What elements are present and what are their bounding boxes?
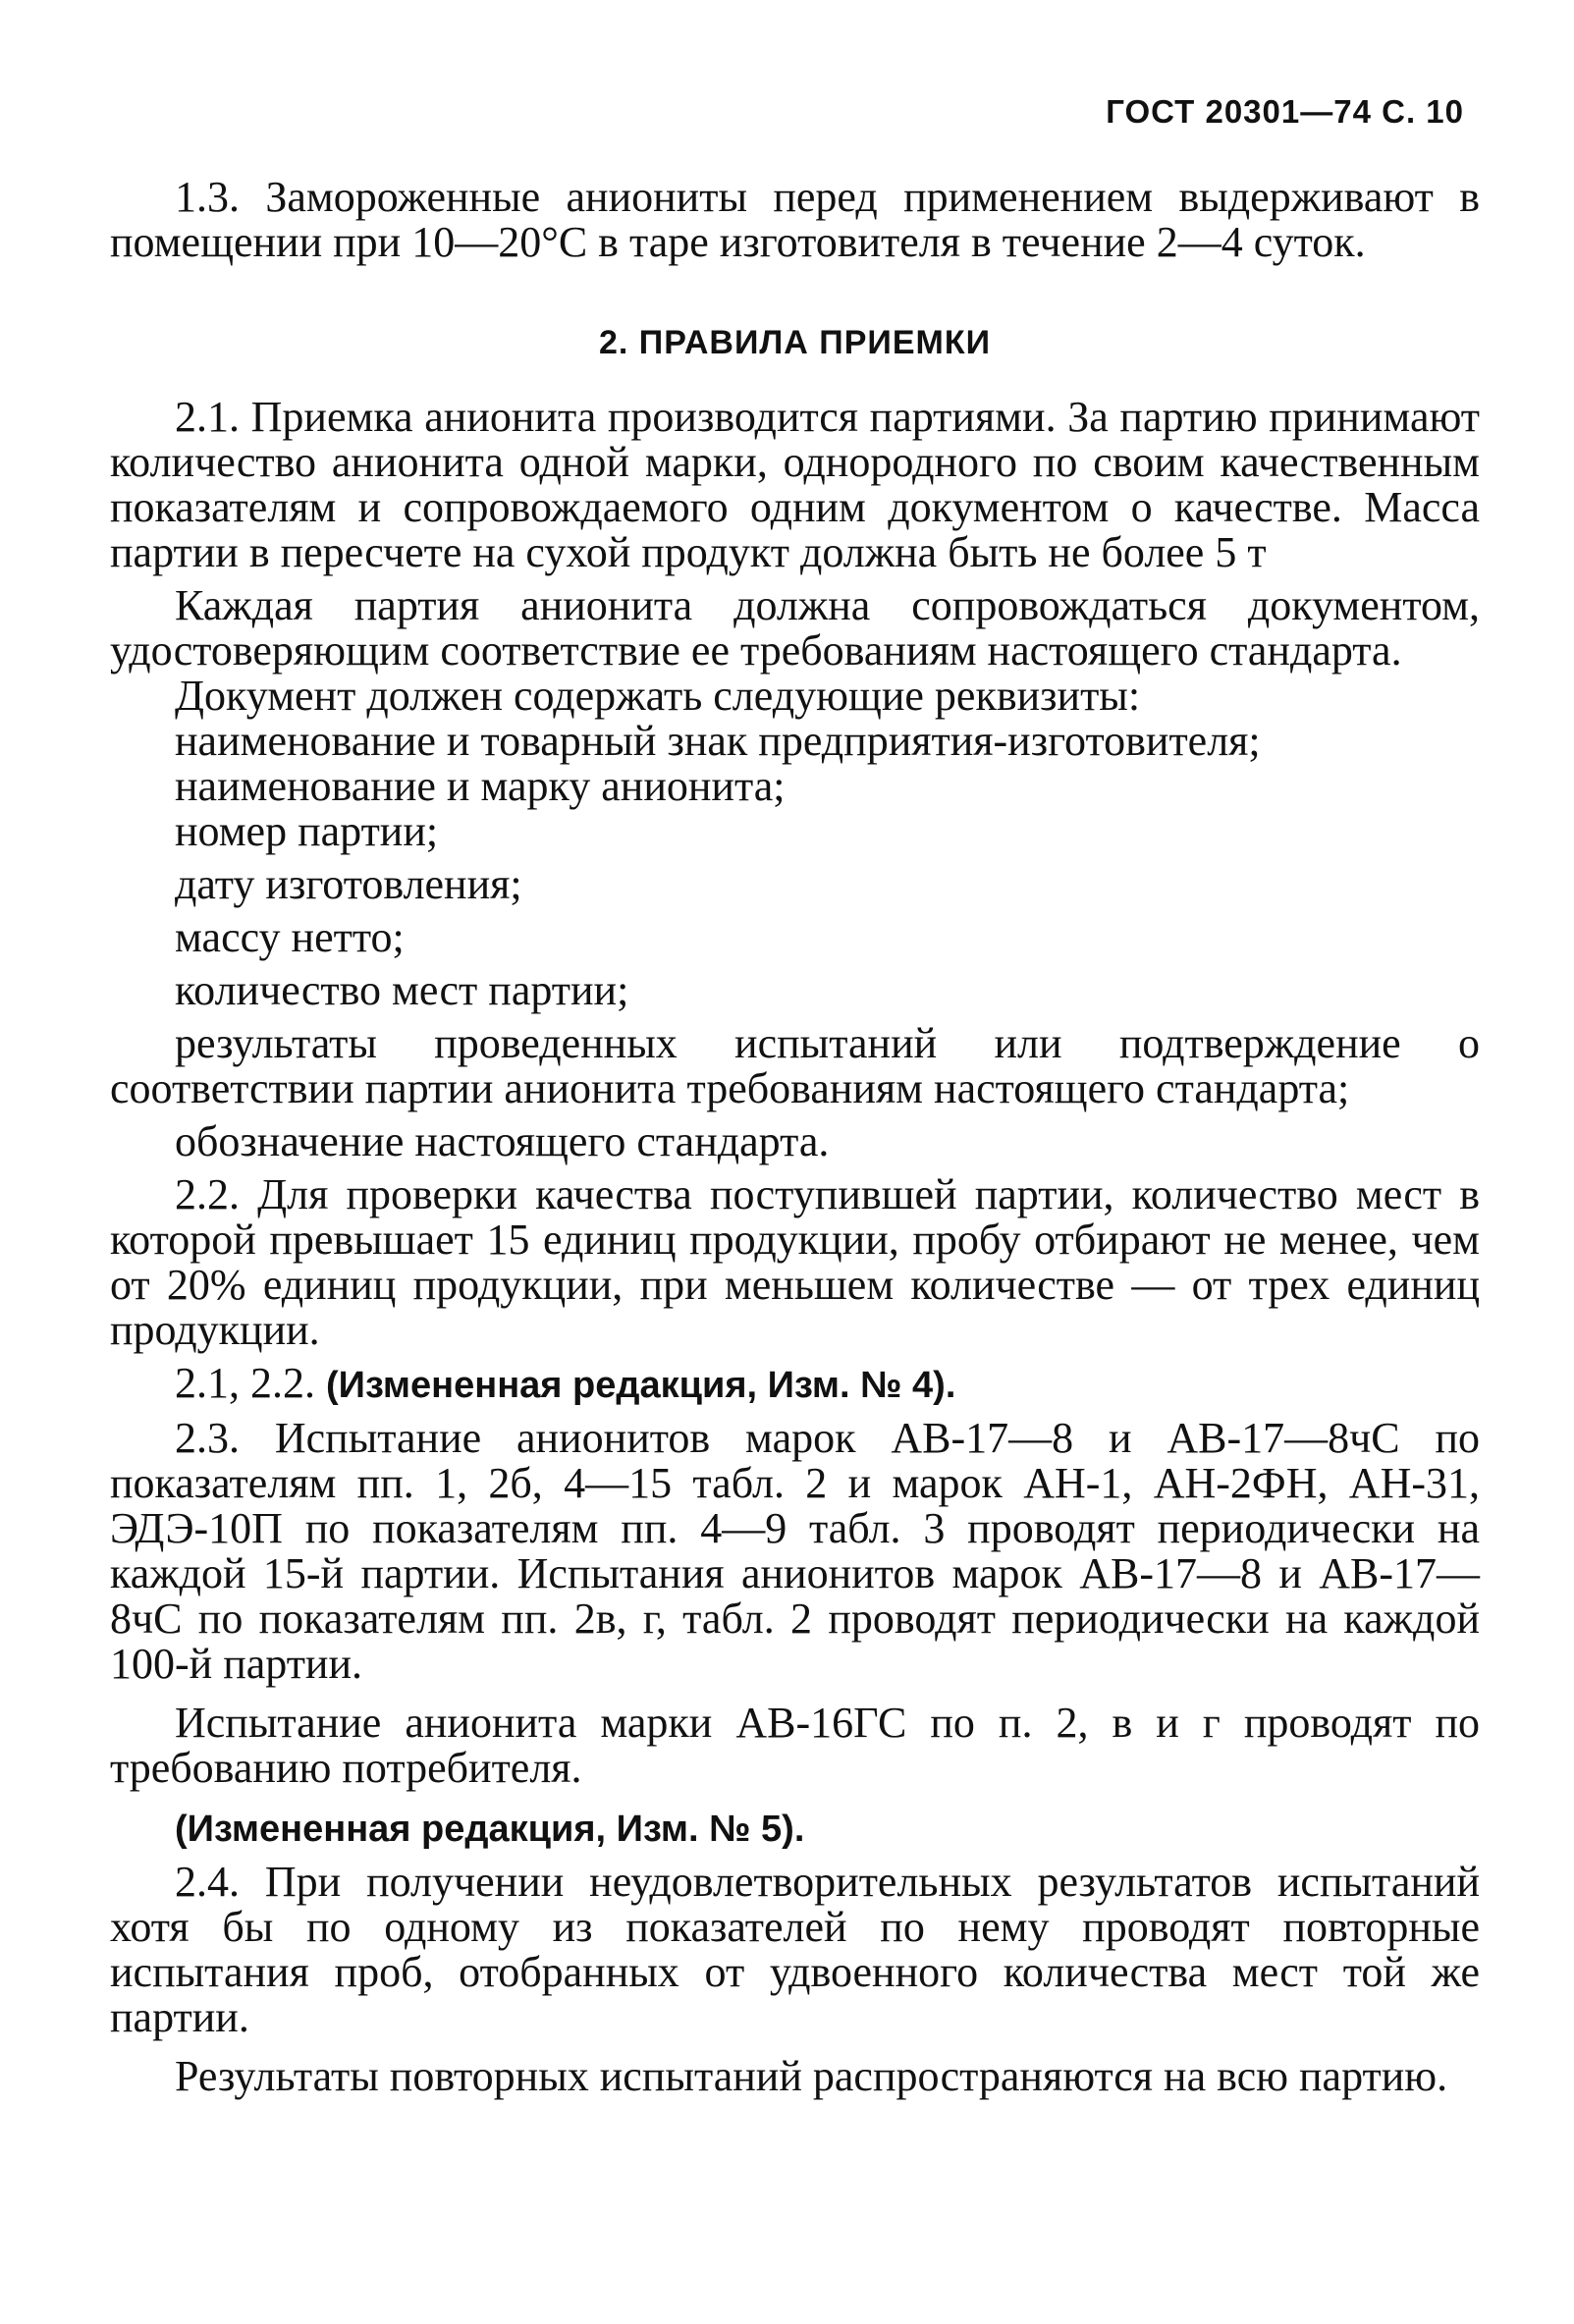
requisites-list xyxy=(110,719,1480,1164)
paragraph-av16gs: Испытание анионита марки АВ-16ГС по п. 2, в и г проводят по требованию потребителя. xyxy=(110,1699,1480,1792)
amendment-note-5 xyxy=(110,1805,1480,1852)
paragraph-each-batch: Каждая партия анионита должна сопровождаться документом, удостоверяющим соответствие ее требованиям настоящего стандарта. xyxy=(110,581,1480,675)
section-heading-acceptance-rules: 2. ПРАВИЛА ПРИЕМКИ xyxy=(598,324,992,361)
list-item: номер партии; xyxy=(175,807,439,855)
paragraph-document-intro: Документ должен содержать следующие реквизиты: xyxy=(175,672,1141,720)
paragraph-2-3: 2.3. Испытание анионитов марок АВ-17—8 и АВ-17—8чС по показателям пп. 1, 2б, 4—15 табл. 2 и марок АН-1, АН-2ФН, АН-31, ЭДЭ-10П по показателям пп. 4—9 табл. 3 проводят периодически на каждой 15-й партии. Испытания анионитов марок АВ-17—8 и АВ-17—8чС по показателям пп. 2в, г, табл. 2 проводят периодически на каждой 100-й партии. xyxy=(110,1414,1480,1688)
document-body xyxy=(110,175,1480,2099)
amendment-note-4 xyxy=(110,1361,1480,1408)
list-item: обозначение настоящего стандарта. xyxy=(175,1117,830,1165)
list-item: наименование и марку анионита; xyxy=(175,762,786,810)
paragraph-repeat-results: Результаты повторных испытаний распространяются на всю партию. xyxy=(175,2052,1448,2100)
list-item: результаты проведенных испытаний или подтверждение о соответствии партии анионита требованиям настоящего стандарта; xyxy=(110,1019,1480,1112)
running-head: ГОСТ 20301—74 С. 10 xyxy=(1106,93,1464,130)
paragraph-2-1: 2.1. Приемка анионита производится партиями. За партию принимают количество анионита одной марки, однородного по своим качественным показателям и сопровождаемого одним документом о качестве. Масса партии в пересчете на сухой продукт должна быть не более 5 т xyxy=(110,393,1480,576)
list-item: массу нетто; xyxy=(175,913,405,961)
paragraph-2-4: 2.4. При получении неудовлетворительных результатов испытаний хотя бы по одному из показателей по нему проводят повторные испытания проб, отобранных от удвоенного количества мест той же партии. xyxy=(110,1858,1480,2041)
list-item: дату изготовления; xyxy=(175,860,522,908)
amendment-note-4-label: (Измененная редакция, Изм. № 4). xyxy=(326,1365,956,1406)
list-item: количество мест партии; xyxy=(175,966,629,1014)
paragraph-1-3: 1.3. Замороженные аниониты перед применением выдерживают в помещении при 10—20°С в таре изготовителя в течение 2—4 суток. xyxy=(110,173,1480,266)
amendment-note-5-label: (Измененная редакция, Изм. № 5). xyxy=(175,1809,805,1850)
list-item: наименование и товарный знак предприятия-изготовителя; xyxy=(175,717,1261,765)
paragraph-2-2: 2.2. Для проверки качества поступившей партии, количество мест в которой превышает 15 единиц продукции, пробу отбирают не менее, чем от 20% единиц продукции, при меньшем количестве — от трех единиц продукции. xyxy=(110,1170,1480,1354)
amendment-note-4-prefix: 2.1, 2.2. xyxy=(175,1359,315,1407)
